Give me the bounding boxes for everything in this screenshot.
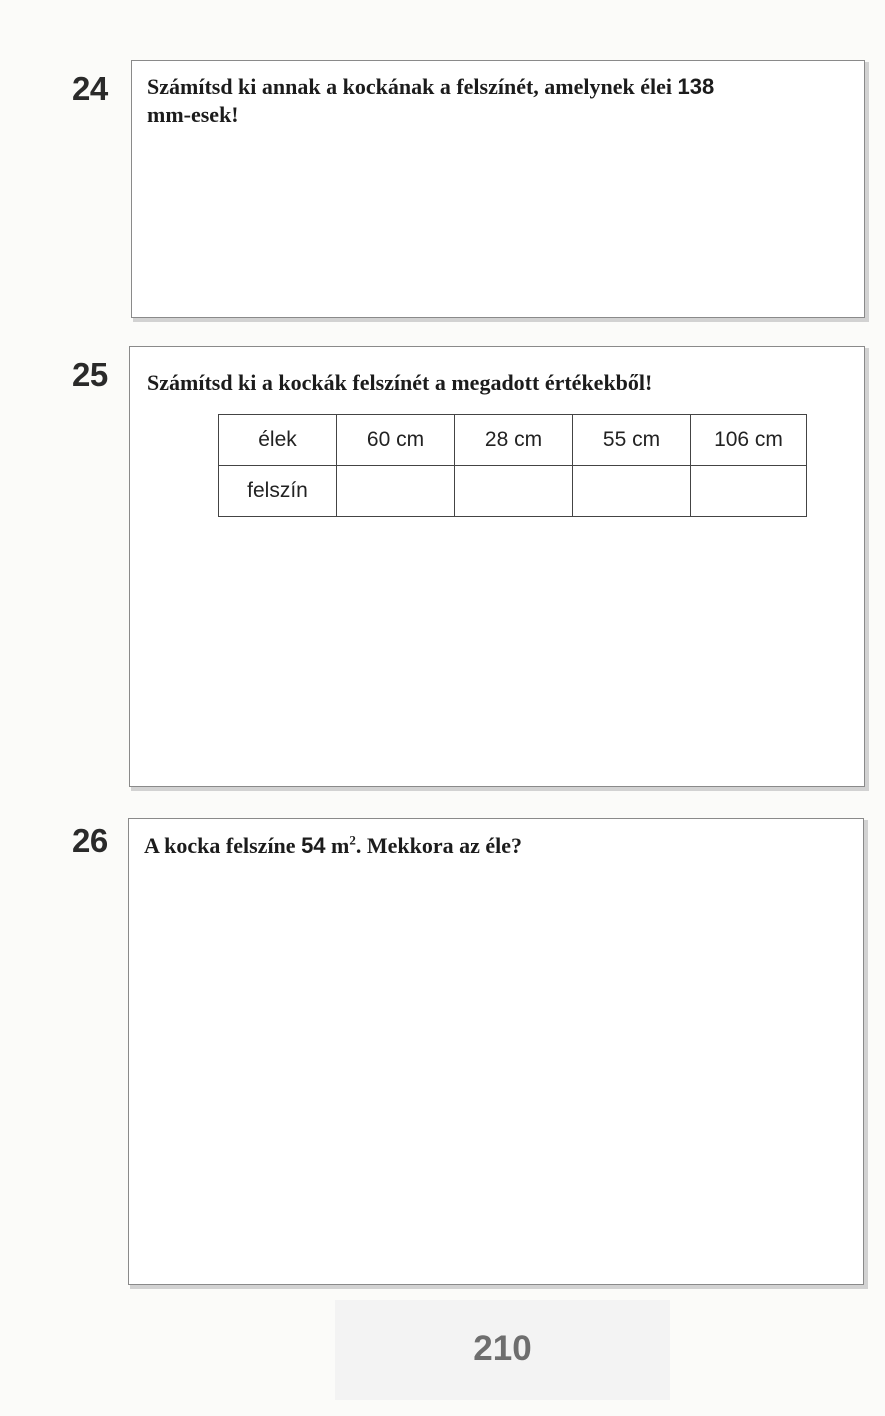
task-26-text-before: A kocka felszíne — [144, 833, 302, 858]
task-24-text-after: mm-esek! — [147, 102, 239, 127]
table-row-surface — [219, 466, 807, 517]
task-24-edge-value: 138 — [677, 74, 715, 99]
task-25-question: Számítsd ki a kockák felszínét a megadott értékekből! — [147, 370, 653, 395]
task-number-25: 25 — [72, 356, 108, 393]
task-26-unit: m — [325, 833, 350, 858]
task-26-unit-exponent: 2 — [349, 832, 356, 848]
edge-cell: 60 cm — [337, 415, 455, 466]
task-number-24: 24 — [72, 70, 108, 107]
table-row-edges — [219, 415, 807, 466]
surface-answer-cell[interactable] — [337, 466, 455, 517]
surface-answer-cell[interactable] — [573, 466, 691, 517]
task-26-question — [144, 832, 522, 860]
row-label-edges: élek — [219, 415, 337, 466]
task-24-answer-box[interactable] — [131, 60, 865, 318]
edge-cell: 28 cm — [455, 415, 573, 466]
task-25-table — [218, 414, 807, 517]
surface-answer-cell[interactable] — [455, 466, 573, 517]
row-label-surface: felszín — [219, 466, 337, 517]
task-24-text-before: Számítsd ki annak a kockának a felszínét, amelynek élei — [147, 74, 678, 99]
task-24-question — [147, 73, 859, 129]
task-26-text-after: . Mekkora az éle? — [355, 833, 523, 858]
edge-cell: 55 cm — [573, 415, 691, 466]
task-number-26: 26 — [72, 822, 108, 859]
task-26-answer-box[interactable] — [128, 818, 864, 1285]
page-number: 210 — [335, 1300, 670, 1400]
edge-cell: 106 cm — [691, 415, 807, 466]
task-25-answer-box[interactable] — [129, 346, 865, 787]
task-26-surface-value: 54 — [301, 833, 326, 858]
surface-answer-cell[interactable] — [691, 466, 807, 517]
